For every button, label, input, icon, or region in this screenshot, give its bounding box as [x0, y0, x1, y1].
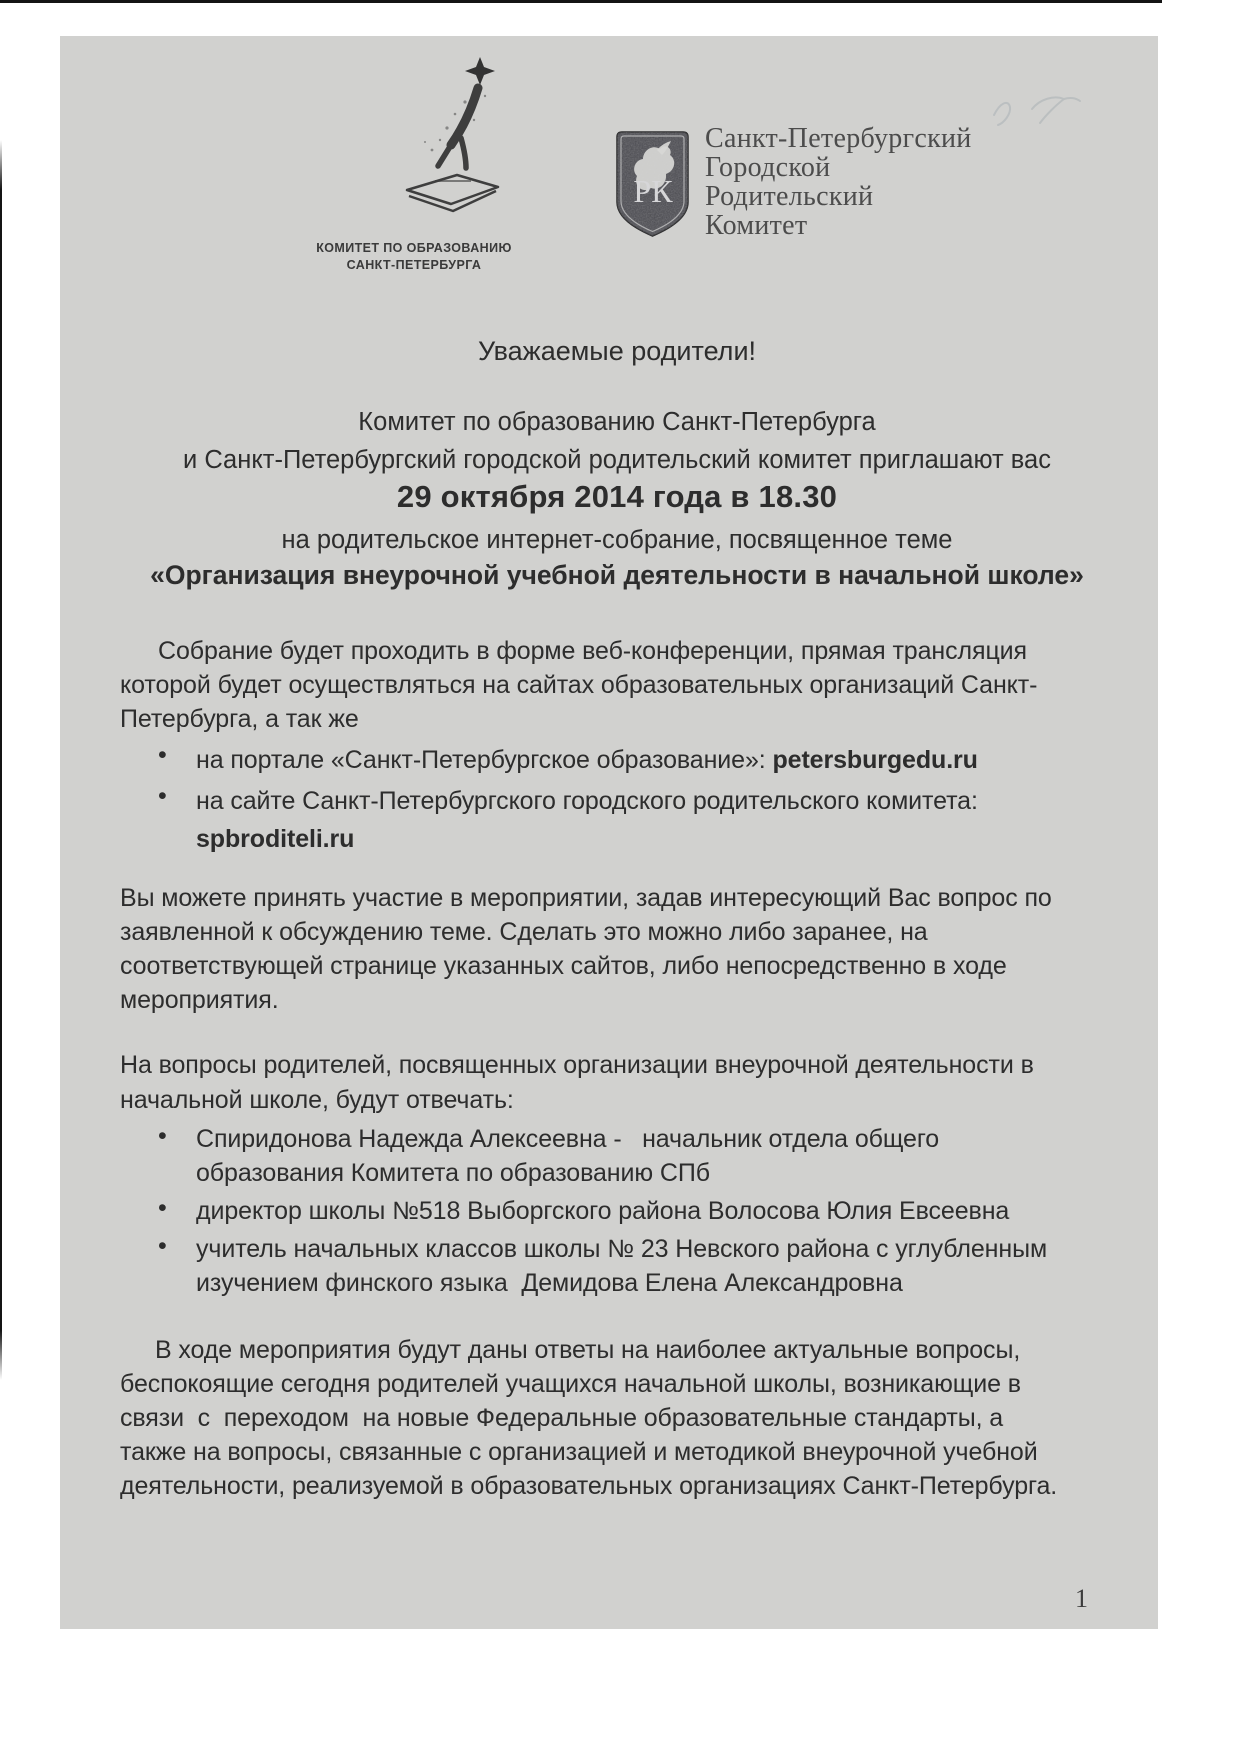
- paragraph-line: связи с переходом на новые Федеральные образовательные стандарты, а: [120, 1404, 1004, 1432]
- site-portal-text: на портале «Санкт-Петербургское образование»:: [196, 746, 773, 774]
- bullet-icon: •: [158, 1232, 167, 1260]
- list-item: [120, 782, 978, 858]
- right-logo-name: [705, 124, 972, 240]
- left-logo-caption-line1: КОМИТЕТ ПО ОБРАЗОВАНИЮ: [316, 241, 512, 255]
- paragraph-line: соответствующей странице указанных сайтов, либо непосредственно в ходе: [120, 952, 1007, 980]
- left-logo-caption-line2: САНКТ-ПЕТЕРБУРГА: [346, 258, 482, 272]
- paragraph-line: которой будет осуществляться на сайтах образовательных организаций Санкт-: [120, 671, 1038, 699]
- list-item: [120, 1122, 1047, 1190]
- intro-line1: Комитет по образованию Санкт-Петербурга: [358, 408, 876, 436]
- right-logo-name-line1: Санкт-Петербургский: [705, 123, 972, 154]
- paragraph-line: также на вопросы, связанные с организацией и методикой внеурочной учебной: [120, 1438, 1038, 1466]
- paragraph-3: [120, 1048, 1034, 1118]
- right-logo-name-line3: Родительский: [705, 181, 874, 212]
- paragraph-line: На вопросы родителей, посвященных организации внеурочной деятельности в: [120, 1051, 1034, 1079]
- paragraph-2: [120, 881, 1052, 1017]
- event-description: на родительское интернет-собрание, посвященное теме: [281, 526, 953, 554]
- speaker-line: учитель начальных классов школы № 23 Невского района с углубленным: [196, 1235, 1048, 1263]
- list-item: [120, 741, 978, 779]
- page-number: 1: [1075, 1584, 1088, 1613]
- paragraph-line: беспокоящие сегодня родителей учащихся начальной школы, возникающие в: [120, 1370, 1021, 1398]
- speaker-line: изучением финского языка Демидова Елена Александровна: [196, 1269, 903, 1297]
- left-logo-caption: [314, 240, 514, 274]
- paragraph-line: Петербурга, а так же: [120, 705, 359, 733]
- paragraph-line: начальной школе, будут отвечать:: [120, 1086, 514, 1114]
- speaker-line: директор школы №518 Выборгского района Волосова Юлия Евсеевна: [196, 1197, 1010, 1225]
- site-portal-url: petersburgedu.ru: [772, 746, 978, 774]
- paragraph-line: В ходе мероприятия будут даны ответы на наиболее актуальные вопросы,: [155, 1336, 1021, 1364]
- right-logo-name-line4: Комитет: [705, 210, 808, 241]
- document-page: [60, 36, 1158, 1629]
- paragraph-line: мероприятия.: [120, 986, 279, 1014]
- site-committee-url: spbroditeli.ru: [196, 825, 355, 853]
- speaker-line: образования Комитета по образованию СПб: [196, 1159, 710, 1187]
- bullet-icon: •: [158, 1122, 167, 1150]
- paragraph-line: Вы можете принять участие в мероприятии, задав интересующий Вас вопрос по: [120, 884, 1052, 912]
- site-committee-line: на сайте Санкт-Петербургского городского родительского комитета:: [196, 787, 978, 815]
- salutation: Уважаемые родители!: [477, 336, 757, 366]
- scan-top-edge-line: [0, 0, 1162, 3]
- speaker-line: Спиридонова Надежда Алексеевна - начальник отдела общего: [196, 1125, 940, 1153]
- parents-committee-shield-icon: [613, 128, 692, 240]
- event-topic: «Организация внеурочной учебной деятельности в начальной школе»: [150, 560, 1084, 590]
- list-item: [120, 1232, 1047, 1300]
- intro-line2: и Санкт-Петербургский городской родительский комитет приглашают вас: [183, 446, 1051, 474]
- sites-list: [120, 741, 978, 861]
- paragraph-1: [120, 634, 1037, 736]
- pencil-scribble-mark: [980, 81, 1090, 136]
- bullet-icon: •: [158, 782, 167, 810]
- site-portal-line: [196, 741, 978, 779]
- paragraph-4: [120, 1333, 1057, 1503]
- bullet-icon: •: [158, 741, 167, 769]
- event-datetime: 29 октября 2014 года в 18.30: [396, 479, 838, 514]
- paragraph-line: заявленной к обсуждению теме. Сделать это можно либо заранее, на: [120, 918, 928, 946]
- bullet-icon: •: [158, 1194, 167, 1222]
- paragraph-line: Собрание будет проходить в форме веб-конференции, прямая трансляция: [158, 637, 1027, 665]
- scan-left-edge-line: [0, 140, 2, 1380]
- paragraph-line: деятельности, реализуемой в образовательных организациях Санкт-Петербурга.: [120, 1472, 1058, 1500]
- shield-letters: РК: [633, 173, 673, 209]
- list-item: [120, 1194, 1047, 1228]
- education-committee-statue-icon: [395, 50, 515, 230]
- speakers-list: [120, 1122, 1047, 1304]
- right-logo-name-line2: Городской: [705, 152, 831, 183]
